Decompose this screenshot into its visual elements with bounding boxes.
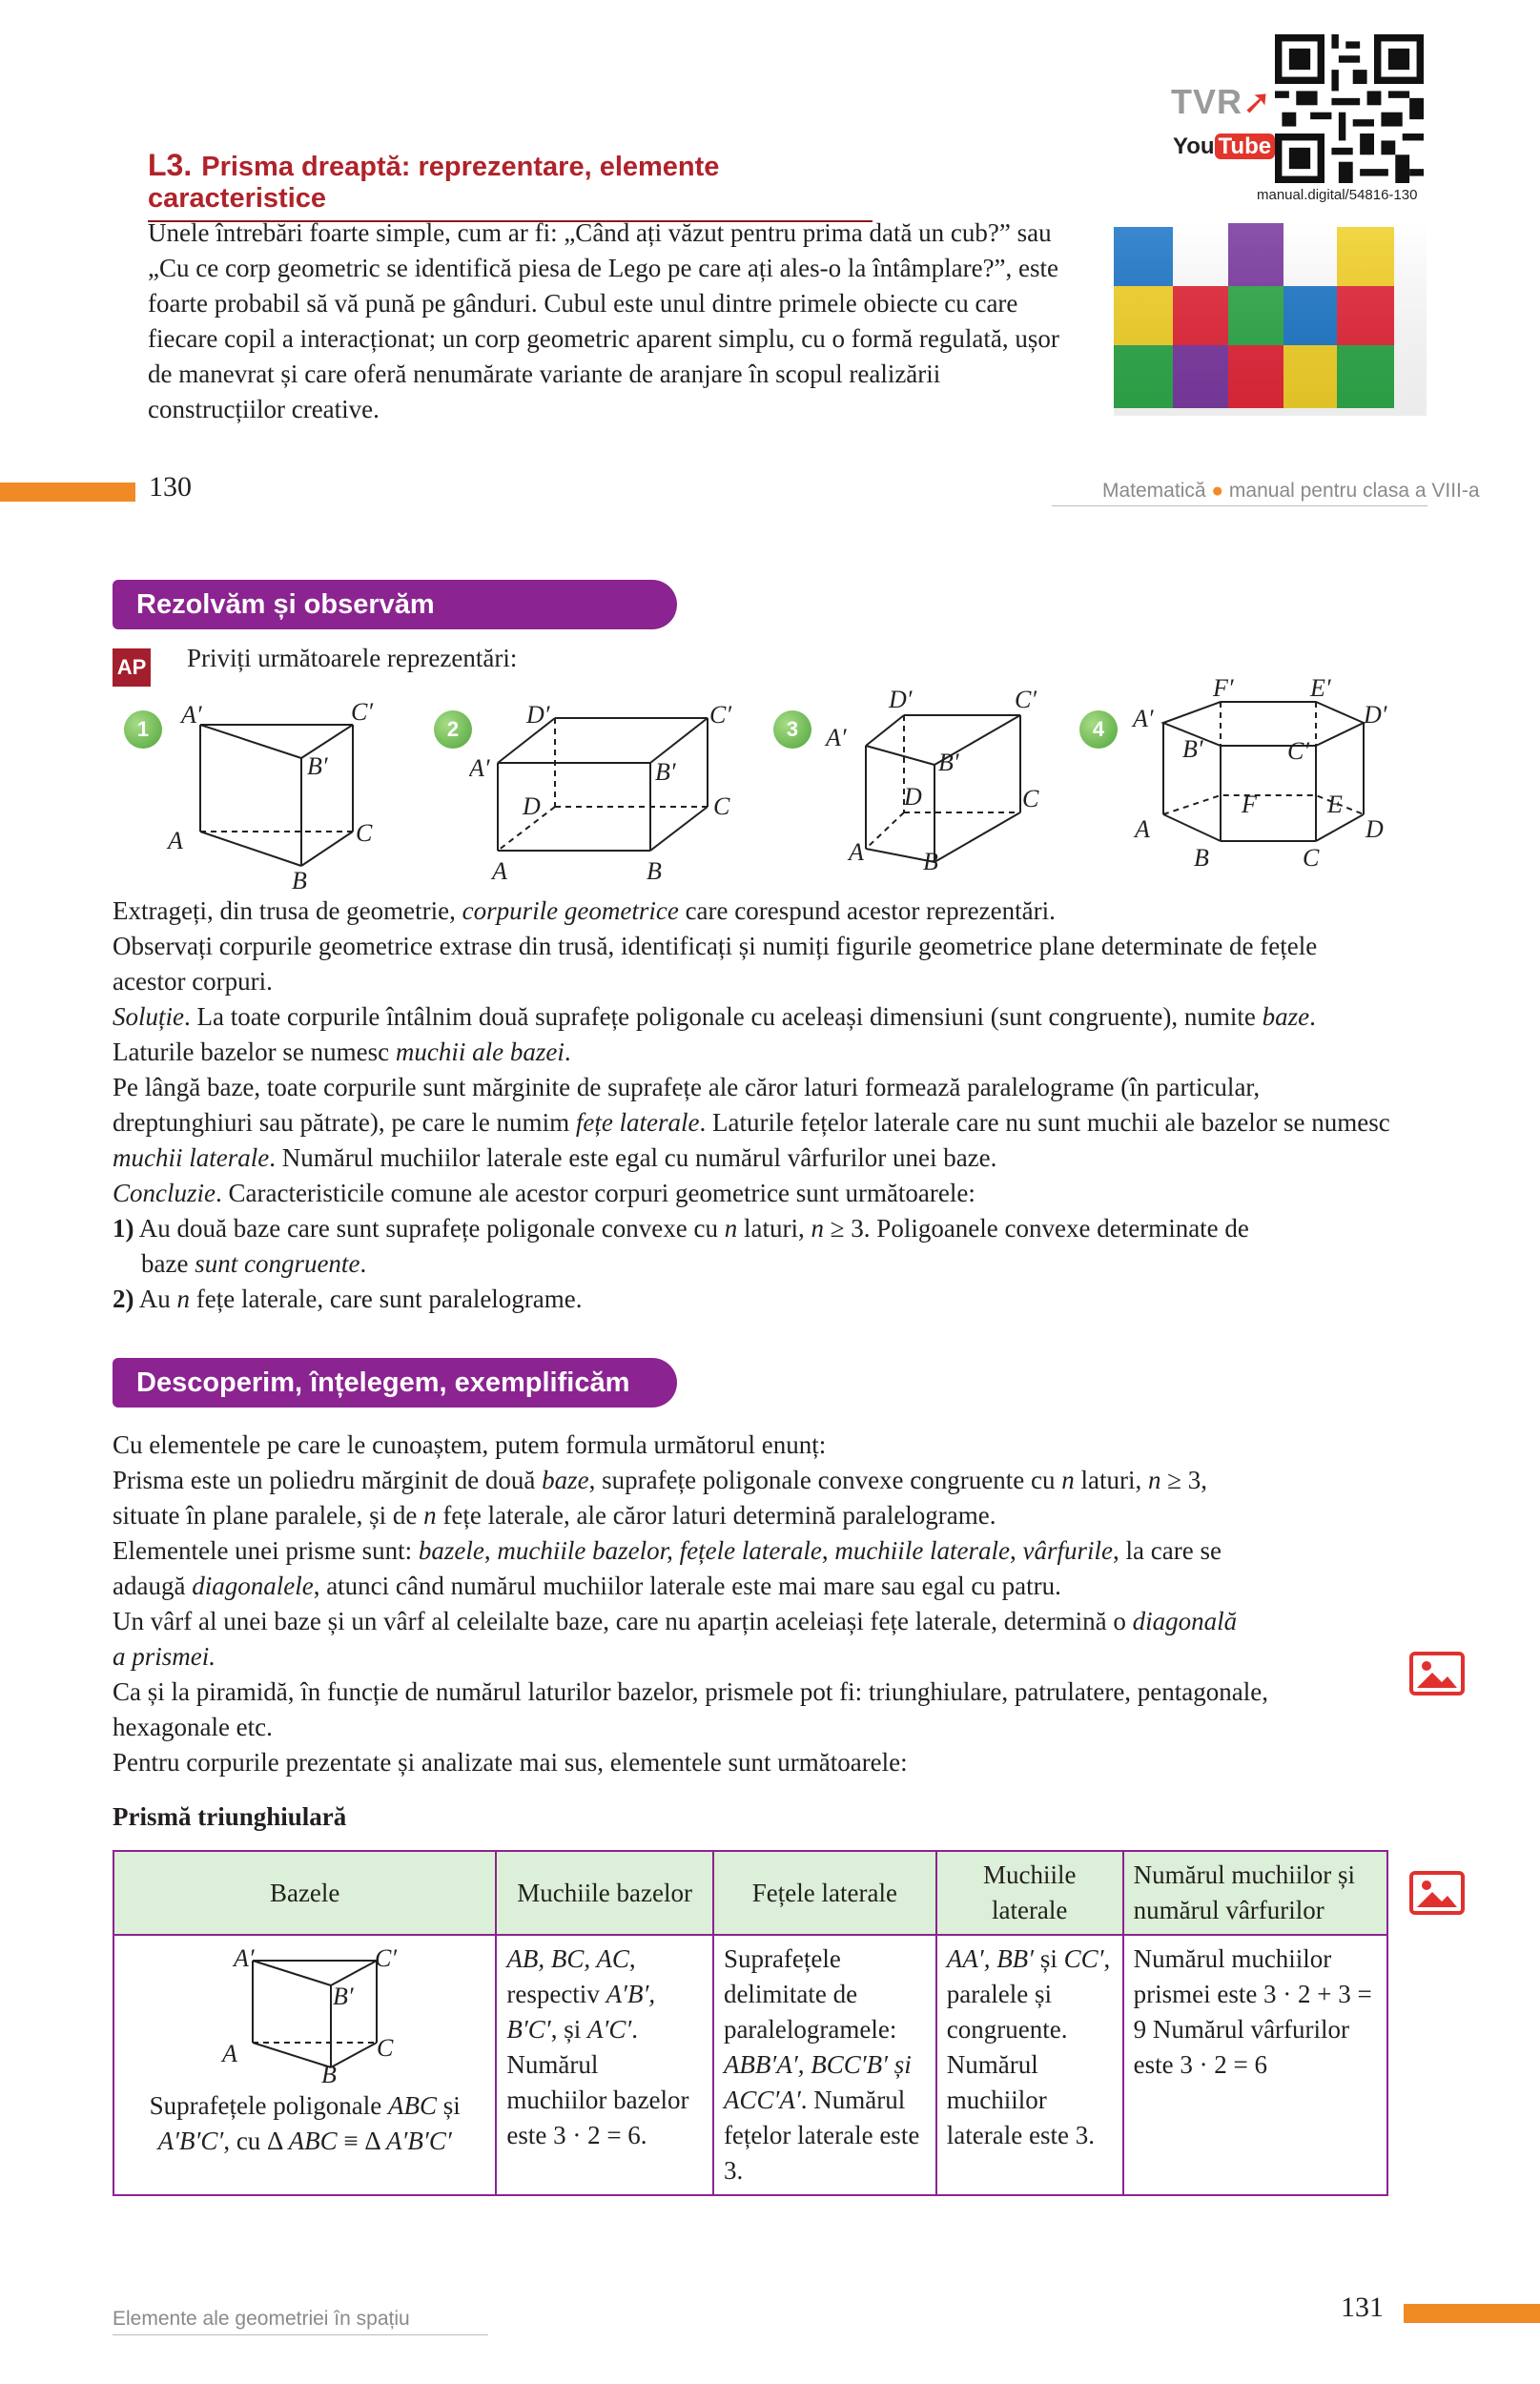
fig1-label-b: B [292, 867, 307, 892]
tvr-logo: TVR➚ [1171, 82, 1273, 121]
fig4-label-e: E [1327, 791, 1343, 818]
fig3-label-d: D [904, 783, 922, 811]
conclusion-item-1: 1) Au două baze care sunt suprafețe poligonale convexe cu n laturi, n ≥ 3. Poligoanele convexe determinate de [113, 1214, 1249, 1243]
conclusion-item-2: 2) Au n fețe laterale, care sunt paralelograme. [113, 1284, 583, 1313]
fig2-label-d: D [523, 792, 541, 820]
section2-line-7: a prismei. [113, 1642, 216, 1671]
cell-fetele-laterale: Suprafețele delimitate de paralelogramele: ABB′A′, BCC′B′ și ACC′A′. Numărul fețelor laterale este 3. [713, 1935, 936, 2195]
page-131-footer-bar [1404, 2304, 1540, 2323]
fig4-label-b: B [1194, 844, 1209, 872]
fig2-label-a: A [492, 857, 507, 885]
fig1-label-a: A [168, 827, 183, 854]
header-bazele: Bazele [113, 1851, 496, 1935]
paragraph-extract: Extrageți, din trusa de geometrie, corpurile geometrice care corespund acestor reprezentări. [113, 896, 1056, 925]
paragraph-observe: Observați corpurile geometrice extrase din trusă, identificați și numiți figurile geometrice plane determinate de fețele acestor corpuri. [113, 932, 1318, 996]
fig2-label-b1: B′ [655, 758, 676, 786]
ap-badge: AP [113, 648, 151, 687]
subheading-triangular-prism: Prismă triunghiulară [113, 1802, 347, 1831]
table-fig-label-a: A [221, 2040, 237, 2067]
fig4-label-f1: F′ [1213, 674, 1234, 702]
lesson-number: L3. [148, 148, 193, 182]
lego-blocks-image [1114, 221, 1427, 416]
oblique-prism-figure [818, 679, 1066, 879]
lesson-title [148, 148, 873, 222]
prism-elements-table [113, 1850, 1388, 2196]
fig3-label-c: C [1022, 785, 1039, 812]
fig2-label-b: B [647, 857, 662, 885]
figure-number-2: 2 [434, 710, 472, 749]
running-header-rule [1052, 505, 1427, 506]
image-icon[interactable] [1409, 1871, 1465, 1920]
table-fig-label-b1: B′ [332, 1983, 354, 2010]
page-number-130: 130 [149, 471, 192, 503]
section2-line-3: situate în plane paralele, și de n fețe laterale, ale căror laturi determină paralelograme. [113, 1501, 996, 1530]
section-header-rezolvam: Rezolvăm și observăm [113, 580, 677, 629]
paragraph-conclusion: Concluzie. Caracteristicile comune ale acestor corpuri geometrice sunt următoarele: [113, 1179, 975, 1207]
fig3-label-d1: D′ [889, 686, 913, 713]
table-prism-figure [195, 1942, 415, 2085]
conclusion-item-1-cont: baze sunt congruente. [141, 1249, 367, 1278]
fig1-label-b1: B′ [307, 752, 328, 780]
fig1-label-c: C [356, 819, 373, 847]
section2-body [113, 1428, 1390, 1780]
section2-line-8: Ca și la piramidă, în funcție de numărul laturilor bazelor, prismele pot fi: triunghiulare, patrulatere, pentagonale, hexagonale etc. [113, 1677, 1268, 1741]
header-muchiile-bazelor: Muchiile bazelor [496, 1851, 713, 1935]
running-footer: Elemente ale geometriei în spațiu [113, 2308, 410, 2330]
cell-muchiile-laterale: AA′, BB′ și CC′, paralele și congruente. Numărul muchiilor laterale este 3. [936, 1935, 1123, 2195]
table-fig-label-b: B [320, 2061, 337, 2085]
fig3-label-c1: C′ [1015, 686, 1037, 713]
fig4-label-d1: D′ [1364, 701, 1387, 729]
fig4-label-f: F [1242, 791, 1257, 818]
fig2-label-c1: C′ [709, 701, 732, 729]
fig3-label-a1: A′ [826, 724, 847, 751]
fig4-label-b1: B′ [1182, 735, 1203, 763]
fig2-label-c: C [713, 792, 730, 820]
section2-line-1: Cu elementele pe care le cunoaștem, putem formula următorul enunț: [113, 1430, 827, 1459]
image-icon[interactable] [1409, 1652, 1465, 1700]
table-fig-label-a1: A′ [233, 1944, 255, 1972]
triangular-prism-figure [162, 696, 391, 892]
figure-number-3: 3 [773, 710, 811, 749]
fig1-label-a1: A′ [181, 701, 202, 729]
paragraph-solution: Soluție. La toate corpurile întâlnim două suprafețe poligonale cu aceleași dimensiuni (sunt congruente), numite baze. Laturile bazelor se numesc muchii ale bazei. [113, 1002, 1316, 1066]
header-numarul: Numărul muchiilor și numărul vârfurilor [1123, 1851, 1387, 1935]
bazele-caption: Suprafețele poligonale ABC și A′B′C′, cu Δ ABC ≡ Δ A′B′C′ [149, 2091, 461, 2155]
section2-line-6: Un vârf al unei baze și un vârf al celeilalte baze, care nu aparțin aceleiași fețe laterale, determină o diagonală [113, 1607, 1238, 1635]
fig4-label-d: D [1365, 815, 1384, 843]
page-130-footer-bar [0, 483, 135, 502]
section2-line-5: adaugă diagonalele, atunci când numărul muchiilor laterale este mai mare sau egal cu patru. [113, 1572, 1061, 1600]
fig3-label-b1: B′ [938, 749, 959, 776]
fig4-label-c: C [1303, 844, 1320, 872]
table-fig-label-c1: C′ [374, 1944, 397, 1972]
lesson-title-text: Prisma dreaptă: reprezentare, elemente caracteristice [148, 152, 720, 214]
fig1-label-c1: C′ [351, 698, 374, 726]
cell-bazele [113, 1935, 496, 2195]
intro-paragraph: Unele întrebări foarte simple, cum ar fi: „Când ați văzut pentru prima dată un cub?” sau „Cu ce corp geometric se identifică piesa de Lego pe care ați ales-o la întâmplare?”, este foarte probabil să vă pună pe gânduri. Cubul este unul dintre primele obiecte cu care fiecare copil a interacționat; un corp geometric aparent simplu, cu o formă regulată, ușor de manevrat și care oferă nenumărate variante de aranjare în scopul realizării construcțiilor creative. [148, 218, 1059, 423]
section2-line-9: Pentru corpurile prezentate și analizate mai sus, elementele sunt următoarele: [113, 1748, 908, 1777]
figure-number-4: 4 [1079, 710, 1118, 749]
running-footer-rule [113, 2334, 488, 2335]
section-header-descoperim: Descoperim, înțelegem, exemplificăm [113, 1358, 677, 1408]
figure-number-1: 1 [124, 710, 162, 749]
fig4-label-a: A [1135, 815, 1150, 843]
fig2-label-d1: D′ [526, 701, 550, 729]
fig3-label-b: B [923, 848, 938, 875]
header-muchiile-laterale: Muchiile laterale [936, 1851, 1123, 1935]
cell-numarul: Numărul muchiilor prismei este 3 · 2 + 3 = 9 Numărul vârfurilor este 3 · 2 = 6 [1123, 1935, 1387, 2195]
page-number-131: 131 [1341, 2292, 1384, 2323]
fig2-label-a1: A′ [469, 754, 490, 782]
fig4-label-e1: E′ [1310, 674, 1331, 702]
running-header: Matematică ● manual pentru clasa a VIII-a [1102, 480, 1480, 502]
paragraph-lateral-faces: Pe lângă baze, toate corpurile sunt mărginite de suprafețe ale căror laturi formează paralelograme (în particular, dreptunghiuri sau pătrate), pe care le numim fețe laterale. Laturile fețelor laterale care nu sunt muchii ale bazelor se numesc muchii laterale. Numărul muchiilor laterale este egal cu numărul vârfurilor unei baze. [113, 1073, 1390, 1172]
section1-prompt: Priviți următoarele reprezentări: [187, 644, 518, 672]
table-fig-label-c: C [376, 2034, 394, 2062]
hexagonal-prism-figure [1125, 673, 1402, 875]
qr-code[interactable] [1275, 34, 1424, 183]
fig4-label-a1: A′ [1133, 705, 1154, 732]
youtube-logo[interactable]: You Tube [1173, 134, 1275, 160]
section2-line-2: Prisma este un poliedru mărginit de două baze, suprafețe poligonale convexe congruente cu n laturi, n ≥ 3, [113, 1466, 1208, 1494]
section1-body [113, 894, 1390, 1317]
qr-caption: manual.digital/54816-130 [1257, 187, 1418, 203]
rectangular-prism-figure [469, 694, 746, 885]
fig3-label-a: A [849, 838, 864, 866]
section2-line-4: Elementele unei prisme sunt: bazele, muchiile bazelor, fețele laterale, muchiile laterale, vârfurile, la care se [113, 1536, 1222, 1565]
header-fetele-laterale: Fețele laterale [713, 1851, 936, 1935]
fig4-label-c1: C′ [1287, 737, 1310, 765]
cell-muchiile-bazelor: AB, BC, AC, respectiv A′B′, B′C′, și A′C′. Numărul muchiilor bazelor este 3 · 2 = 6. [496, 1935, 713, 2195]
